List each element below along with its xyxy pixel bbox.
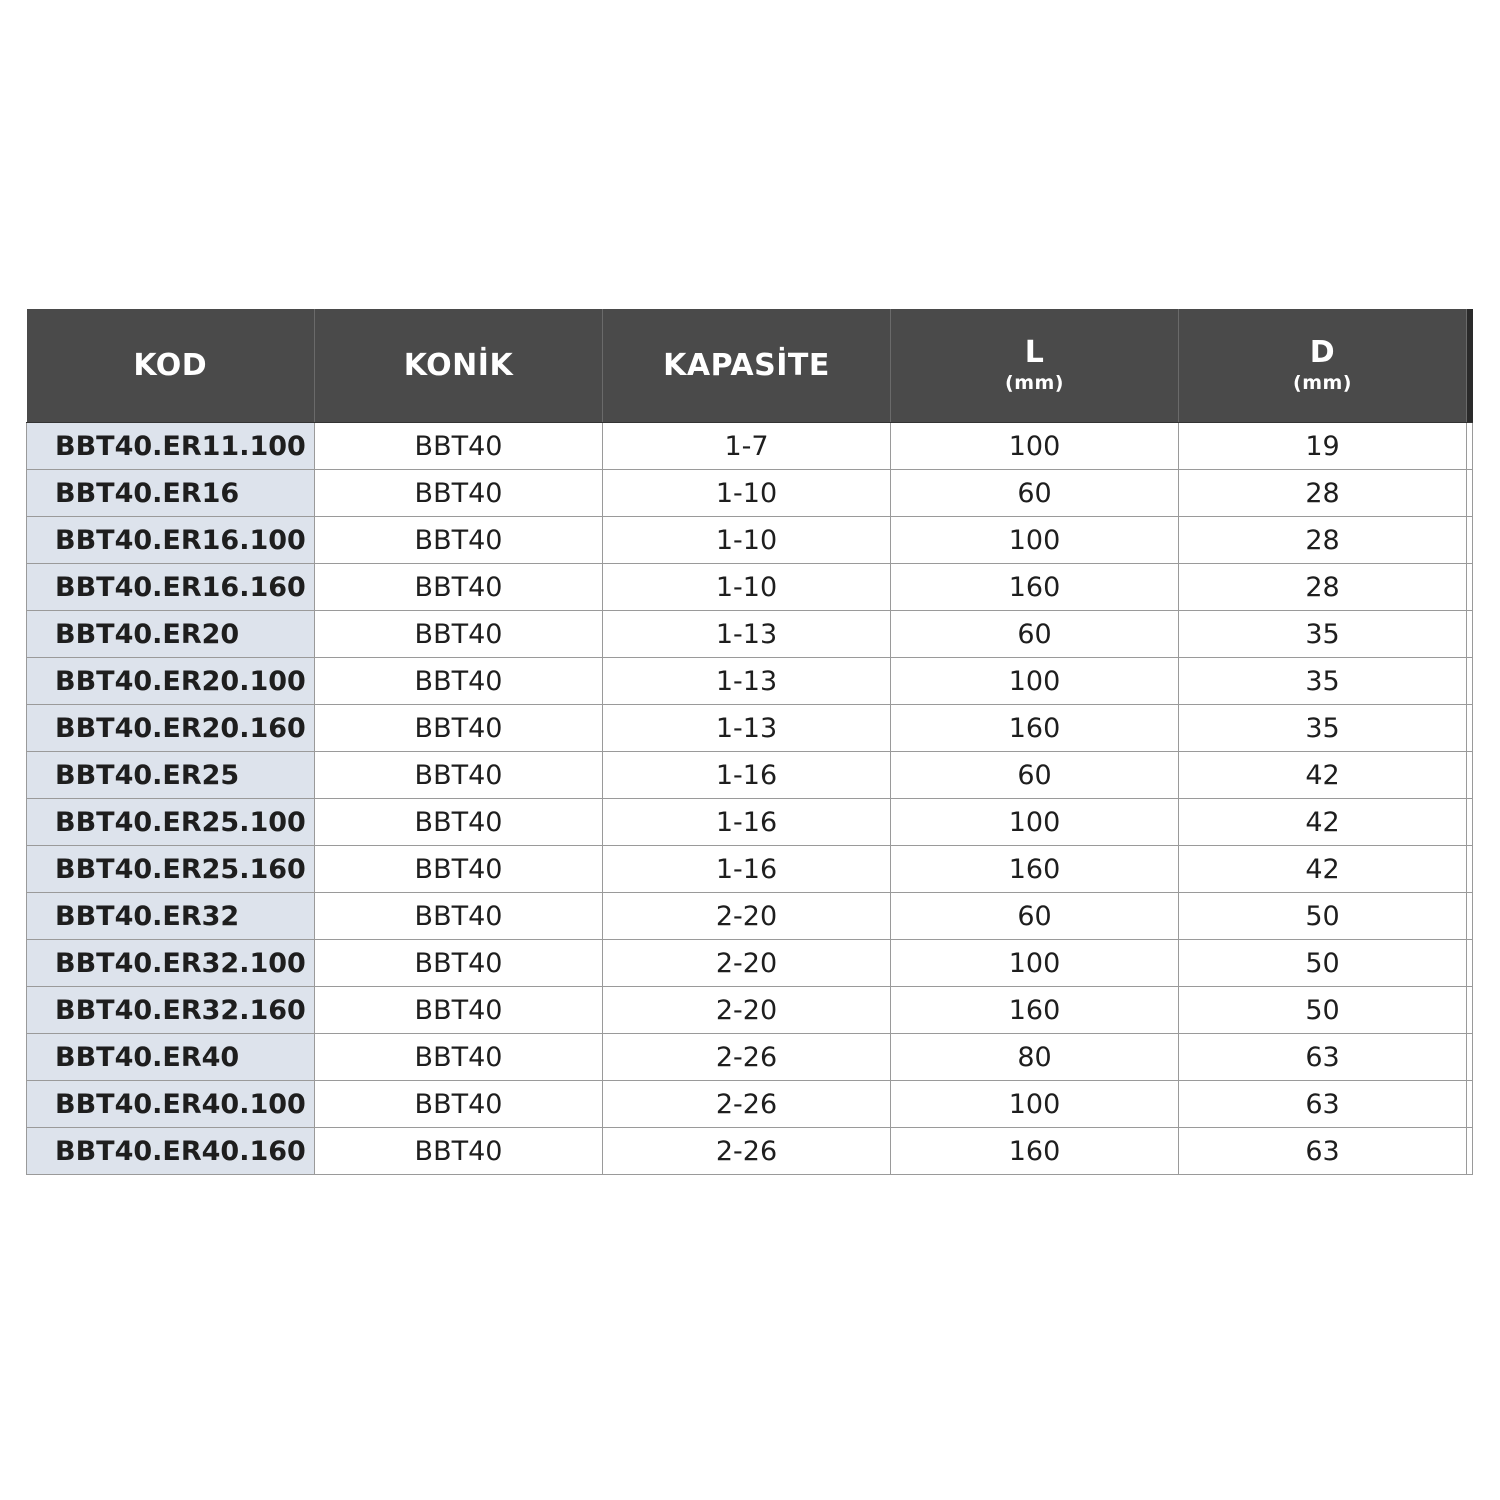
table-header <box>27 309 1473 423</box>
table-row <box>27 1128 1473 1175</box>
cell-kod: BBT40.ER25 <box>27 752 315 799</box>
cell-edge <box>1467 470 1473 517</box>
cell-konik: BBT40 <box>315 752 603 799</box>
cell-edge <box>1467 611 1473 658</box>
cell-kod: BBT40.ER32.160 <box>27 987 315 1034</box>
cell-l: 100 <box>891 940 1179 987</box>
cell-l: 160 <box>891 1128 1179 1175</box>
cell-l: 100 <box>891 799 1179 846</box>
cell-konik: BBT40 <box>315 893 603 940</box>
cell-kod: BBT40.ER32 <box>27 893 315 940</box>
table-row <box>27 846 1473 893</box>
header-l <box>891 309 1179 423</box>
cell-konik: BBT40 <box>315 611 603 658</box>
cell-kapasite: 1-16 <box>603 799 891 846</box>
cell-kod: BBT40.ER16.160 <box>27 564 315 611</box>
cell-d: 19 <box>1179 423 1467 470</box>
cell-edge <box>1467 799 1473 846</box>
header-l-unit: (mm) <box>1005 371 1064 394</box>
header-row <box>27 309 1473 423</box>
cell-kod: BBT40.ER25.100 <box>27 799 315 846</box>
cell-kod: BBT40.ER25.160 <box>27 846 315 893</box>
table-row <box>27 987 1473 1034</box>
cell-konik: BBT40 <box>315 987 603 1034</box>
table-row <box>27 705 1473 752</box>
cell-kod: BBT40.ER20.160 <box>27 705 315 752</box>
cell-edge <box>1467 846 1473 893</box>
cell-kod: BBT40.ER16.100 <box>27 517 315 564</box>
cell-edge <box>1467 1128 1473 1175</box>
cell-kapasite: 2-20 <box>603 893 891 940</box>
product-table-container <box>26 309 1472 1175</box>
cell-edge <box>1467 705 1473 752</box>
cell-d: 50 <box>1179 940 1467 987</box>
cell-edge <box>1467 1034 1473 1081</box>
cell-kod: BBT40.ER40.100 <box>27 1081 315 1128</box>
cell-l: 60 <box>891 752 1179 799</box>
header-d <box>1179 309 1467 423</box>
cell-konik: BBT40 <box>315 564 603 611</box>
cell-edge <box>1467 940 1473 987</box>
cell-l: 100 <box>891 658 1179 705</box>
cell-kod: BBT40.ER40 <box>27 1034 315 1081</box>
cell-konik: BBT40 <box>315 658 603 705</box>
cell-d: 35 <box>1179 705 1467 752</box>
table-row <box>27 564 1473 611</box>
cell-l: 160 <box>891 987 1179 1034</box>
cell-kod: BBT40.ER40.160 <box>27 1128 315 1175</box>
cell-edge <box>1467 517 1473 564</box>
cell-l: 60 <box>891 611 1179 658</box>
table-row <box>27 940 1473 987</box>
cell-konik: BBT40 <box>315 846 603 893</box>
table-row <box>27 799 1473 846</box>
cell-konik: BBT40 <box>315 1128 603 1175</box>
cell-kapasite: 1-10 <box>603 564 891 611</box>
cell-l: 80 <box>891 1034 1179 1081</box>
cell-konik: BBT40 <box>315 1081 603 1128</box>
cell-kapasite: 1-16 <box>603 846 891 893</box>
header-edge <box>1467 309 1473 423</box>
table-row <box>27 893 1473 940</box>
cell-kapasite: 2-26 <box>603 1081 891 1128</box>
cell-konik: BBT40 <box>315 423 603 470</box>
table-row <box>27 752 1473 799</box>
cell-kapasite: 2-26 <box>603 1034 891 1081</box>
table-row <box>27 1034 1473 1081</box>
cell-kod: BBT40.ER11.100 <box>27 423 315 470</box>
table-row <box>27 611 1473 658</box>
header-konik: KONİK <box>315 309 603 423</box>
cell-d: 50 <box>1179 987 1467 1034</box>
cell-kod: BBT40.ER16 <box>27 470 315 517</box>
cell-d: 35 <box>1179 611 1467 658</box>
cell-konik: BBT40 <box>315 470 603 517</box>
header-d-label: D <box>1309 334 1336 370</box>
cell-kapasite: 1-13 <box>603 658 891 705</box>
header-l-label: L <box>1024 334 1045 370</box>
cell-edge <box>1467 1081 1473 1128</box>
cell-edge <box>1467 658 1473 705</box>
cell-d: 28 <box>1179 470 1467 517</box>
cell-l: 100 <box>891 517 1179 564</box>
cell-edge <box>1467 423 1473 470</box>
header-kod: KOD <box>27 309 315 423</box>
cell-konik: BBT40 <box>315 517 603 564</box>
product-spec-table <box>26 309 1473 1175</box>
cell-d: 28 <box>1179 564 1467 611</box>
cell-kapasite: 2-26 <box>603 1128 891 1175</box>
cell-kod: BBT40.ER20 <box>27 611 315 658</box>
cell-d: 42 <box>1179 799 1467 846</box>
cell-l: 100 <box>891 423 1179 470</box>
cell-d: 42 <box>1179 846 1467 893</box>
cell-kod: BBT40.ER32.100 <box>27 940 315 987</box>
cell-kapasite: 1-16 <box>603 752 891 799</box>
cell-kapasite: 2-20 <box>603 940 891 987</box>
cell-d: 63 <box>1179 1128 1467 1175</box>
cell-edge <box>1467 987 1473 1034</box>
cell-d: 42 <box>1179 752 1467 799</box>
cell-kapasite: 1-7 <box>603 423 891 470</box>
cell-l: 60 <box>891 893 1179 940</box>
cell-kod: BBT40.ER20.100 <box>27 658 315 705</box>
table-row <box>27 470 1473 517</box>
table-row <box>27 423 1473 470</box>
cell-d: 28 <box>1179 517 1467 564</box>
cell-konik: BBT40 <box>315 1034 603 1081</box>
cell-l: 160 <box>891 846 1179 893</box>
cell-konik: BBT40 <box>315 799 603 846</box>
cell-d: 63 <box>1179 1034 1467 1081</box>
cell-kapasite: 1-10 <box>603 470 891 517</box>
table-row <box>27 517 1473 564</box>
cell-konik: BBT40 <box>315 705 603 752</box>
cell-kapasite: 1-13 <box>603 705 891 752</box>
cell-edge <box>1467 752 1473 799</box>
table-row <box>27 1081 1473 1128</box>
cell-kapasite: 1-13 <box>603 611 891 658</box>
cell-d: 63 <box>1179 1081 1467 1128</box>
table-row <box>27 658 1473 705</box>
cell-edge <box>1467 893 1473 940</box>
cell-kapasite: 2-20 <box>603 987 891 1034</box>
cell-konik: BBT40 <box>315 940 603 987</box>
table-body <box>27 423 1473 1175</box>
cell-l: 160 <box>891 705 1179 752</box>
cell-l: 100 <box>891 1081 1179 1128</box>
cell-d: 35 <box>1179 658 1467 705</box>
cell-l: 60 <box>891 470 1179 517</box>
header-kapasite: KAPASİTE <box>603 309 891 423</box>
cell-d: 50 <box>1179 893 1467 940</box>
cell-kapasite: 1-10 <box>603 517 891 564</box>
cell-edge <box>1467 564 1473 611</box>
cell-l: 160 <box>891 564 1179 611</box>
header-d-unit: (mm) <box>1293 371 1352 394</box>
